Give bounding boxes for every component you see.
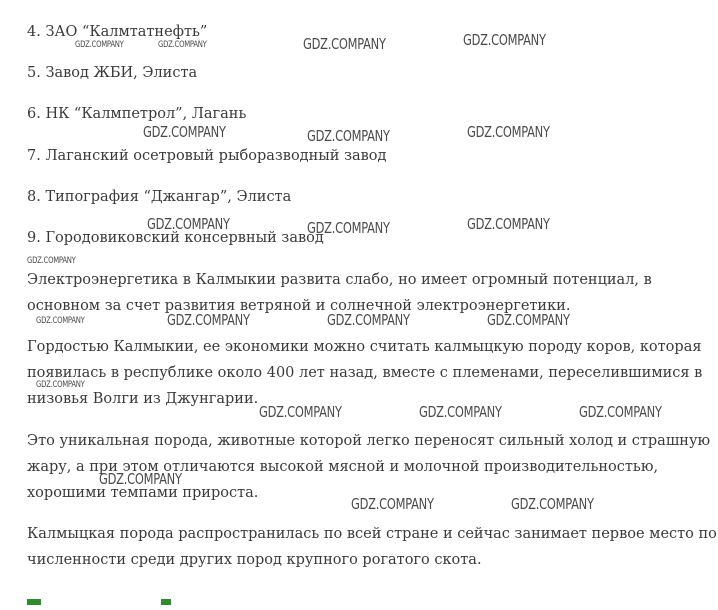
paragraph-breed-line-2: жару, а при этом отличаются высокой мясной и молочной производительностью, bbox=[27, 459, 659, 475]
list-item-4: 4. ЗАО “Калмтатнефть” bbox=[27, 24, 208, 40]
watermark: GDZ.COMPANY bbox=[511, 495, 594, 513]
list-item-8: 8. Типография “Джангар”, Элиста bbox=[27, 189, 292, 205]
watermark: GDZ.COMPANY bbox=[75, 40, 124, 50]
paragraph-spread-line-1: Калмыцкая порода распространилась по всей стране и сейчас занимает первое место по bbox=[27, 526, 717, 542]
watermark: GDZ.COMPANY bbox=[27, 256, 76, 266]
watermark: GDZ.COMPANY bbox=[147, 215, 230, 233]
paragraph-cattle-line-1: Гордостью Калмыкии, ее экономики можно считать калмыцкую породу коров, которая bbox=[27, 339, 702, 355]
paragraph-cattle-line-3: низовья Волги из Джунгарии. bbox=[27, 391, 259, 407]
watermark: GDZ.COMPANY bbox=[307, 127, 390, 145]
paragraph-breed-line-1: Это уникальная порода, животные которой легко переносят сильный холод и страшную bbox=[27, 433, 711, 449]
list-item-7: 7. Лаганский осетровый рыборазводный завод bbox=[27, 148, 387, 164]
watermark: GDZ.COMPANY bbox=[351, 495, 434, 513]
paragraph-spread-line-2: численности среди других пород крупного рогатого скота. bbox=[27, 552, 482, 568]
list-item-6: 6. НК “Калмпетрол”, Лагань bbox=[27, 106, 247, 122]
watermark: GDZ.COMPANY bbox=[419, 403, 502, 421]
watermark: GDZ.COMPANY bbox=[36, 380, 85, 390]
list-item-9: 9. Городовиковский консервный завод bbox=[27, 230, 324, 246]
watermark: GDZ.COMPANY bbox=[487, 311, 570, 329]
watermark: GDZ.COMPANY bbox=[167, 311, 250, 329]
watermark: GDZ.COMPANY bbox=[158, 40, 207, 50]
watermark: GDZ.COMPANY bbox=[99, 470, 182, 488]
watermark: GDZ.COMPANY bbox=[327, 311, 410, 329]
watermark: GDZ.COMPANY bbox=[463, 31, 546, 49]
section-heading-cutoff bbox=[27, 590, 171, 610]
paragraph-energy-line-1: Электроэнергетика в Калмыкии развита слабо, но имеет огромный потенциал, в bbox=[27, 272, 652, 288]
paragraph-breed-line-3: хорошими темпами прироста. bbox=[27, 485, 259, 501]
paragraph-energy-line-2: основном за счет развития ветряной и солнечной электроэнергетики. bbox=[27, 298, 571, 314]
watermark: GDZ.COMPANY bbox=[579, 403, 662, 421]
watermark: GDZ.COMPANY bbox=[303, 35, 386, 53]
watermark: GDZ.COMPANY bbox=[143, 123, 226, 141]
watermark: GDZ.COMPANY bbox=[36, 316, 85, 326]
watermark: GDZ.COMPANY bbox=[467, 123, 550, 141]
list-item-5: 5. Завод ЖБИ, Элиста bbox=[27, 65, 198, 81]
watermark: GDZ.COMPANY bbox=[259, 403, 342, 421]
watermark: GDZ.COMPANY bbox=[307, 219, 390, 237]
paragraph-cattle-line-2: появилась в республике около 400 лет назад, вместе с племенами, переселившимися в bbox=[27, 365, 703, 381]
watermark: GDZ.COMPANY bbox=[467, 215, 550, 233]
